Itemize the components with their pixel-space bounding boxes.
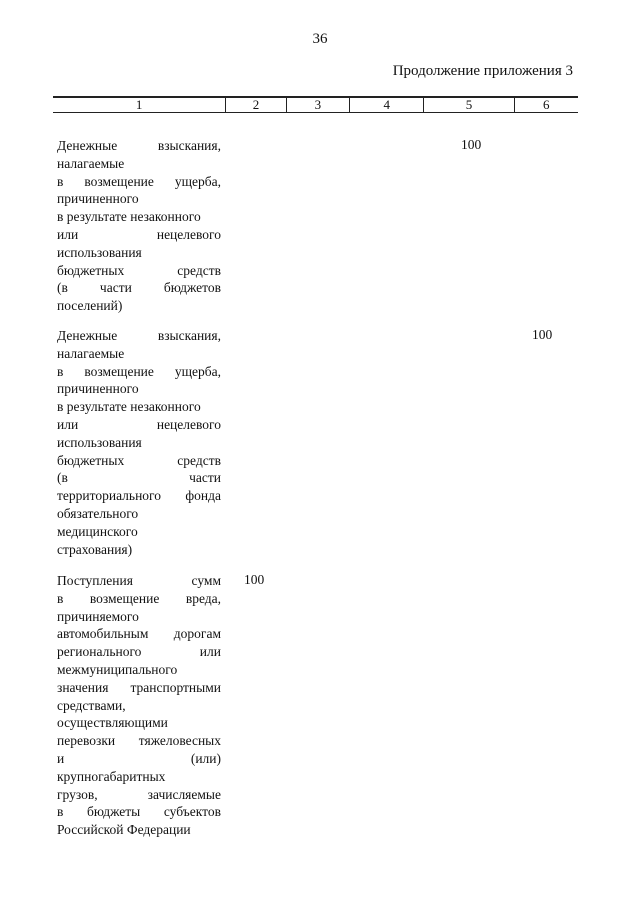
- description-line: налагаемые: [57, 155, 125, 171]
- column-header-2: 2: [226, 97, 286, 113]
- column-header-6: 6: [514, 97, 578, 113]
- row-description: [57, 572, 221, 839]
- description-line: причиняемого: [57, 608, 139, 624]
- column-header-row: [53, 97, 578, 113]
- description-line: и (или): [57, 750, 221, 766]
- description-line: территориального фонда: [57, 488, 221, 504]
- description-line: бюджетных средств: [57, 262, 221, 278]
- row-description: [57, 327, 221, 558]
- row-description: [57, 137, 221, 315]
- description-line: в результате незаконного: [57, 209, 201, 225]
- description-line: или нецелевого: [57, 416, 221, 432]
- row-value: 100: [532, 327, 553, 342]
- description-line: налагаемые: [57, 345, 125, 361]
- column-header-4: 4: [350, 97, 424, 113]
- column-header-3: 3: [286, 97, 349, 113]
- description-line: бюджетных средств: [57, 452, 221, 468]
- description-line: осуществляющими: [57, 715, 168, 731]
- column-header-5: 5: [424, 97, 514, 113]
- description-line: страхования): [57, 541, 133, 557]
- description-line: крупногабаритных: [57, 768, 166, 784]
- description-line: в возмещение ущерба,: [57, 173, 221, 189]
- description-line: Поступления сумм: [57, 573, 221, 588]
- continuation-note: Продолжение приложения 3: [392, 63, 573, 79]
- description-line: причиненного: [57, 381, 139, 397]
- description-line: межмуниципального: [57, 661, 178, 677]
- description-line: в результате незаконного: [57, 399, 201, 415]
- description-line: (в части: [57, 470, 221, 486]
- description-line: Российской Федерации: [57, 822, 191, 838]
- description-line: Денежные взыскания,: [57, 138, 221, 153]
- description-line: обязательного: [57, 505, 139, 521]
- page-number: 36: [312, 31, 328, 47]
- description-line: причиненного: [57, 191, 139, 207]
- description-line: медицинского: [57, 523, 138, 539]
- description-line: средствами,: [57, 697, 126, 713]
- description-line: значения транспортными: [57, 679, 221, 695]
- description-line: использования: [57, 434, 142, 450]
- description-line: поселений): [57, 298, 123, 314]
- description-line: или нецелевого: [57, 226, 221, 242]
- row-value: 100: [461, 137, 482, 152]
- description-line: Денежные взыскания,: [57, 328, 221, 343]
- row-value: 100: [244, 572, 265, 587]
- description-line: грузов, зачисляемые: [57, 786, 221, 802]
- description-line: (в части бюджетов: [57, 280, 221, 296]
- column-header-table: [53, 96, 578, 113]
- description-line: в возмещение ущерба,: [57, 363, 221, 379]
- column-header-1: 1: [53, 97, 226, 113]
- description-line: автомобильным дорогам: [57, 626, 221, 642]
- description-line: в бюджеты субъектов: [57, 804, 221, 820]
- description-line: в возмещение вреда,: [57, 590, 221, 606]
- description-line: использования: [57, 244, 142, 260]
- description-line: регионального или: [57, 644, 221, 660]
- description-line: перевозки тяжеловесных: [57, 733, 221, 749]
